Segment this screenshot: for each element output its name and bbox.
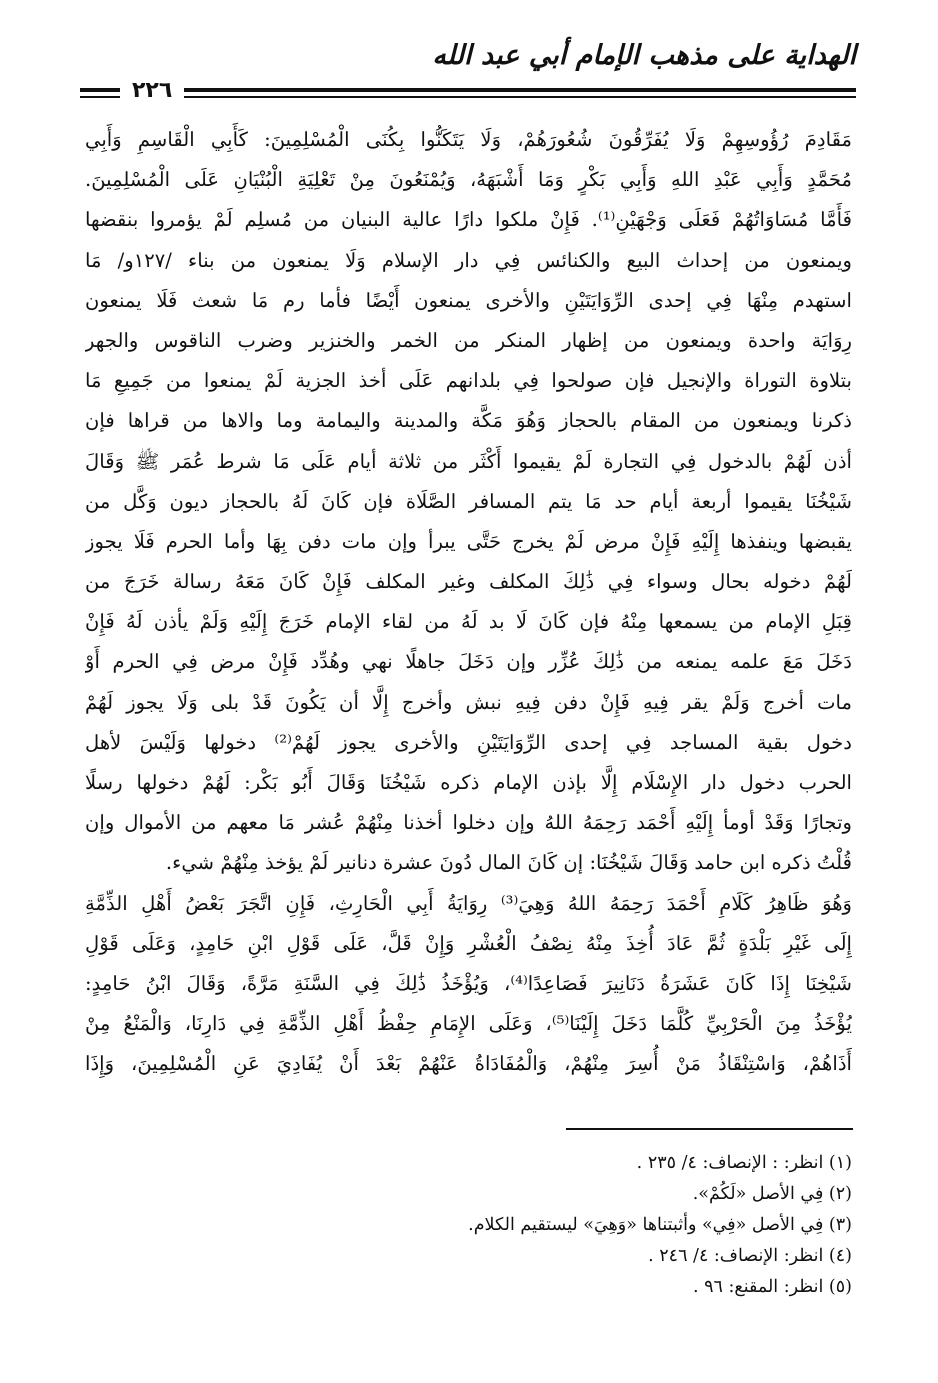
text-line: وتجارًا وَقَدْ أومأ إِلَيْهِ أَحْمَد رَحِمَهُ اللهُ وإن دخلوا أخذنا مِنْهُمْ عُشر مَا معهم من الأموال وإن	[85, 811, 852, 835]
text-line: أذن لَهُمْ بالدخول فِي التجارة لَمْ يقيموا أَكْثَر من ثلاثة أيام عَلَى مَا شرط عُمَر ﷺ وَقَالَ	[85, 449, 852, 473]
text-line: يُؤْخَذُ مِنَ الْحَرْبِيِّ كُلَّمَا دَخَلَ إِلَيْنَا⁽⁵⁾، وَعَلَى الإِمَامِ حِفْظُ أَهْلِ الذِّمَّةِ فِي دَارِنَا، وَالْمَنْعُ مِنْ	[85, 1012, 852, 1036]
footnote-separator	[566, 1128, 853, 1130]
header-rule-thin	[80, 96, 856, 98]
page-header	[80, 40, 856, 103]
text-line: يقبضها وينفذها إِلَيْهِ فَإِنْ مرض لَمْ يخرج حَتَّى يبرأ وإن مات دفن بِهَا وأما الحرم فَلَا يجوز	[85, 529, 852, 553]
footnote-2: (٢) فِي الأصل «لَكُمْ».	[692, 1184, 852, 1204]
text-line: رِوَايَة واحدة ويمنعون من إظهار المنكر من الخمر والخنزير وضرب الناقوس والجهر	[85, 328, 852, 352]
text-line: لَهُمْ دخوله بحال وسواء فِي ذَٰلِكَ المكلف وغير المكلف فَإِنْ كَانَ مَعَهُ رسالة خَرَجَ من	[85, 570, 852, 594]
footnotes	[100, 1148, 852, 1303]
page-number: ٢٢٦	[120, 78, 184, 104]
text-line: فَأَمَّا مُسَاوَاتُهُمْ فَعَلَى وَجْهَيْنِ⁽¹⁾. فَإِنْ ملكوا دارًا عالية البنيان من مُسلِم لَمْ يؤمروا بنقضها	[85, 208, 852, 232]
footnote-4: (٤) انظر: الإنصاف: ٤/ ٢٤٦ .	[648, 1246, 852, 1266]
text-line: دخول بقية المساجد فِي إحدى الرِّوَايَتَيْنِ والأخرى يجوز لَهُمْ⁽²⁾ دخولها وَلَيْسَ لأهل	[85, 730, 852, 754]
text-line: شَيْخُنَا يقيموا أربعة أيام حد مَا يتم المسافر الصَّلَاة فإن كَانَ لَهُ بالحجاز ديون وَكَّل من	[85, 489, 852, 513]
footnote-5: (٥) انظر: المقنع: ٩٦ .	[693, 1277, 852, 1297]
text-line: الحرب دخول دار الإِسْلَام إِلَّا بإذن الإمام ذكره شَيْخُنَا وَقَالَ أَبُو بَكْر: لَهُمْ دخولها رسلًا	[85, 771, 852, 794]
text-line: بتلاوة التوراة والإنجيل فإن صولحوا فِي بلدانهم عَلَى أخذ الجزية لَمْ يمنعوا من جَمِيعِ مَا	[85, 369, 852, 393]
footnote-3: (٣) فِي الأصل «فِي» وأثبتناها «وَهِيَ» ليستقيم الكلام.	[468, 1215, 852, 1235]
text-line: قُلْتُ ذكره ابن حامد وَقَالَ شَيْخُنَا: إن كَانَ المال دُونَ عشرة دنانير لَمْ يؤخذ مِنْهُمْ شيء.	[165, 851, 852, 875]
text-line: دَخَلَ مَعَ علمه يمنعه من ذَٰلِكَ عُزِّر وإن دَخَلَ جاهلًا نهي وهُدِّد فَإِنْ مرض فِي الحرم أَوْ	[85, 650, 852, 674]
text-line: شَيْخِنَا إِذَا كَانَ عَشَرَةُ دَنَانِيرَ فَصَاعِدًا⁽⁴⁾، وَيُؤْخَذُ ذَٰلِكَ فِي السَّنَةِ مَرَّةً، وَقَالَ ابْنُ حَامِدٍ:	[85, 971, 852, 995]
text-line: استهدم مِنْهَا فِي إحدى الرِّوَايَتَيْنِ والأخرى يمنعون أَيْضًا فأما رم مَا شعث فَلَا يمنعون	[85, 288, 852, 312]
text-line: مات أخرج وَلَمْ يقر فِيهِ فَإِنْ دفن فِيهِ نبش وأخرج إِلَّا أن يَكُونَ قَدْ بلى وَلَا يجوز لَهُمْ	[85, 690, 852, 714]
text-line: ذكرنا ويمنعون من المقام بالحجاز وَهُوَ مَكَّة والمدينة واليمامة وما والاها من قراها فإن	[85, 409, 852, 433]
running-title: الهداية على مذهب الإمام أبي عبد الله	[432, 40, 856, 71]
text-line: ويمنعون من إحداث البيع والكنائس فِي دار الإسلام وَلَا يمنعون من بناء /١٢٧و/ مَا	[85, 248, 852, 272]
header-rule-thick	[80, 88, 856, 92]
text-line: أَذَاهُمْ، وَاسْتِنْقَاذُ مَنْ أُسِرَ مِنْهُمْ، وَالْمُفَادَاةُ عَنْهُمْ بَعْدَ أَنْ يُفَادِيَ عَنِ الْمُسْلِمِينَ، وَإِذَا	[85, 1052, 852, 1076]
text-line: مُحَمَّدٍ وَأَبِي عَبْدِ اللهِ وَأَبِي بَكْرٍ وَمَا أَشْبَهَهُ، وَيُمْنَعُونَ مِنْ تَعْلِيَةِ الْبُنْيَانِ عَلَى الْمُسْلِمِينَ.	[85, 168, 852, 192]
footnote-1: (١) انظر: : الإنصاف: ٤/ ٢٣٥ .	[636, 1153, 852, 1173]
main-text	[85, 120, 852, 1085]
text-line: مَقَادِمَ رُؤُوسِهِمْ وَلَا يُفَرِّقُونَ شُعُورَهُمْ، وَلَا يَتَكَنُّوا بِكُنَى الْمُسْلِمِينَ: كَأَبِي الْقَاسِمِ وَأَبِي	[85, 128, 852, 151]
text-line: إِلَى غَيْرِ بَلْدَةٍ ثُمَّ عَادَ أُخِذَ مِنْهُ نِصْفُ الْعُشْرِ وَإِنْ قَلَّ، عَلَى قَوْلِ ابْنِ حَامِدٍ، وَعَلَى قَوْلِ	[85, 931, 852, 955]
text-line: قِبَلِ الإمام من يسمعها مِنْهُ فإن كَانَ لَا بد لَهُ من لقاء الإمام خَرَجَ إِلَيْهِ وَلَمْ يأذن لَهُ فَإِنْ	[85, 610, 852, 634]
text-line: وَهُوَ ظَاهِرُ كَلَامِ أَحْمَدَ رَحِمَهُ اللهُ وَهِيَ⁽³⁾ رِوَايَةُ أَبِي الْحَارِثِ، فَإِنِ اتَّجَرَ بَعْضُ أَهْلِ الذِّمَّةِ	[85, 891, 852, 915]
